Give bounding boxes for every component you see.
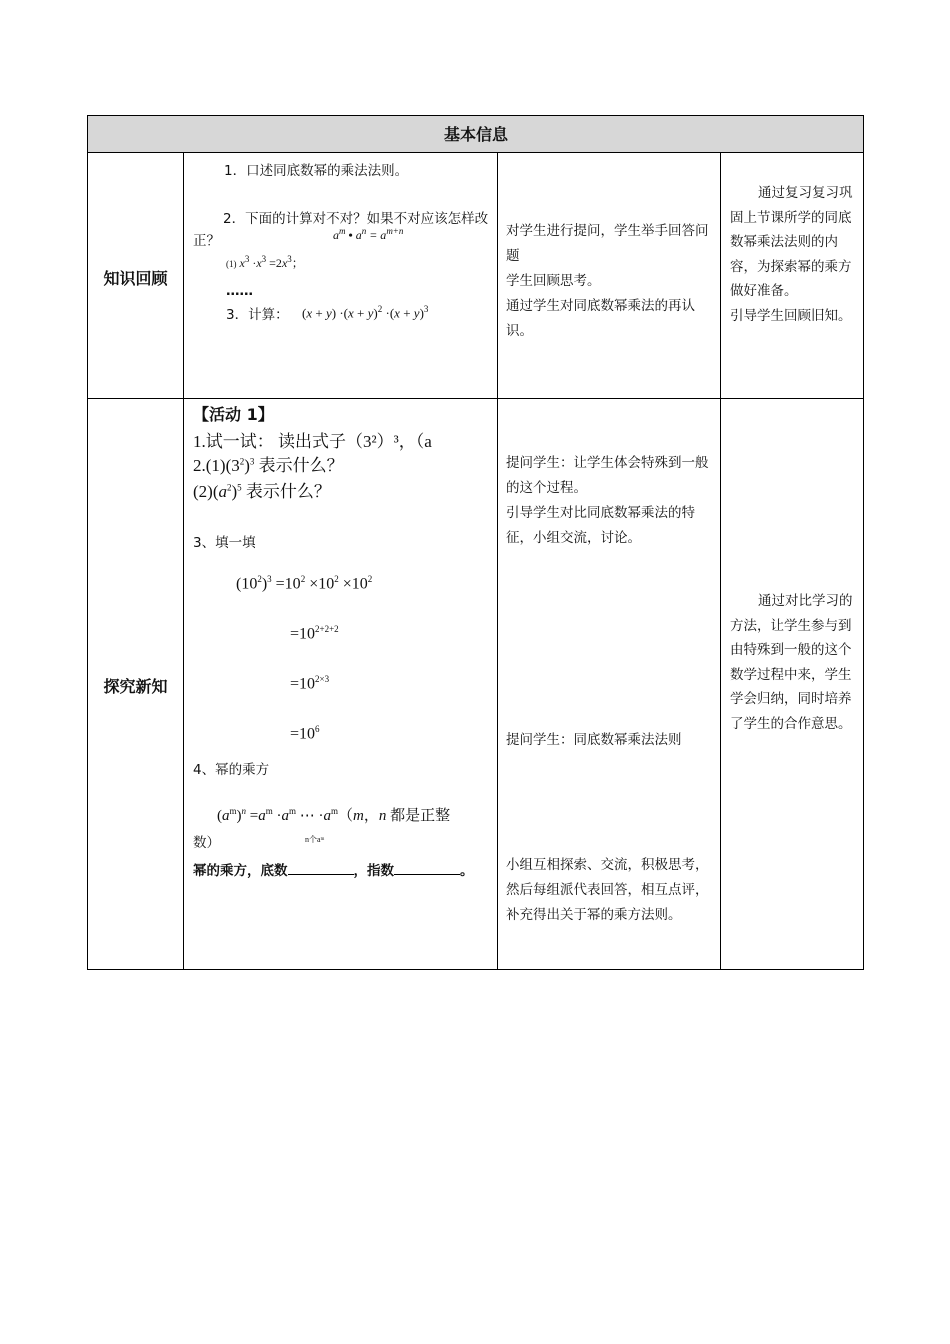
explore-fill-title: 3、填一填	[193, 535, 256, 551]
summary-text-exponent: ，指数	[353, 863, 394, 879]
explore-try	[193, 427, 493, 452]
explore-teacher-line: 引导学生对比同底数幂乘法的特征，小组交流，讨论。	[506, 505, 695, 546]
table-border-bottom	[88, 969, 864, 970]
blank-base[interactable]	[288, 860, 354, 875]
summary-text-base: 幂的乘方，底数	[193, 863, 288, 879]
blank-exponent[interactable]	[394, 860, 460, 875]
fill-equation-3: $=10^{2\times 3}$	[290, 674, 330, 693]
explore-question-2b: $(2)(a^2)^5$ 表示什么？	[193, 482, 331, 501]
explore-question-2a: $2.(1)(3^2)^3$ 表示什么？	[193, 456, 344, 475]
fill-equation-1: $(10^2)^3 =10^2 \times 10^2 \times 10^2$	[236, 574, 373, 593]
formula-same-base-rule: $a^m$ • $a^n = a^{m+n}$	[333, 226, 404, 242]
explore-teacher-line: 提问学生：让学生体会特殊到一般的这个过程。	[506, 455, 709, 496]
review-question-2: 2．下面的计算对不对？如果不对应该怎样改正？	[193, 211, 489, 249]
review-question-3-expression: $(x + y) \cdot(x + y)^2 \cdot(x + y)^3$	[302, 304, 429, 321]
fill-equation-4: $=10^6$	[290, 724, 320, 743]
explore-power-title: 4、幂的乘方	[193, 762, 270, 778]
power-rule-tail: 数）	[193, 835, 220, 851]
table-col-divider-2	[497, 152, 498, 970]
review-teacher-line: 通过学生对同底数幂乘法的再认识。	[506, 298, 695, 339]
review-question-1: 1．口述同底数幂的乘法法则。	[224, 163, 409, 179]
review-ellipsis: ……	[226, 283, 253, 299]
row-label-review: 知识回顾	[103, 269, 168, 288]
review-item-1: (1) $x^3 \cdot x^3 =2x^3$；	[226, 254, 304, 270]
power-rule-formula: $(a^m)^n =a^m \cdot a^m$ ⋯ $\cdot a^m(m$，n 都是正整	[217, 806, 451, 824]
table-border-right	[863, 115, 864, 970]
explore-teacher-activity-3: 小组互相探索、交流，积极思考，然后每组派代表回答，相互点评，补充得出关于幂的乘方法则。	[506, 857, 709, 923]
review-design-purpose	[730, 181, 858, 328]
table-title: 基本信息	[443, 125, 508, 144]
explore-teacher-activity-2: 提问学生：同底数幂乘法法则	[506, 732, 682, 748]
review-purpose-line: 引导学生回顾旧知。	[730, 307, 852, 324]
review-question-3: 3．计算：	[226, 307, 289, 323]
table-divider-row	[88, 398, 864, 399]
review-teacher-line: 学生回顾思考。	[506, 273, 601, 289]
summary-text-end: 。	[460, 863, 474, 879]
table-border-left	[87, 115, 88, 970]
explore-design-purpose: 通过对比学习的方法，让学生参与到由特殊到一般的这个数学过程中来，学生学会归纳，同时培养了学生的合作意思。	[730, 593, 853, 732]
table-divider-header	[88, 152, 864, 153]
table-col-divider-1	[183, 152, 184, 970]
review-purpose-line: 通过复习复习巩固上节课所学的同底数幂乘法法则的内容，为探索幂的乘方做好准备。	[730, 185, 853, 299]
power-rule-underbrace-label: n个aᵐ	[305, 835, 325, 844]
fill-equation-2: $=10^{2+2+2}$	[290, 624, 339, 643]
table-border-top	[88, 115, 864, 116]
activity-title: 【活动 1】	[193, 405, 274, 424]
review-teacher-activity	[506, 219, 716, 344]
explore-try-text: 读出式子（3²）³，（a	[278, 432, 432, 451]
power-rule-summary	[193, 859, 474, 879]
table-col-divider-3	[720, 152, 721, 970]
review-teacher-line: 对学生进行提问，学生举手回答问题	[506, 223, 709, 264]
row-label-explore: 探究新知	[103, 677, 168, 696]
explore-teacher-activity-1	[506, 451, 716, 551]
explore-try-prefix: 1.试一试：	[193, 432, 274, 451]
